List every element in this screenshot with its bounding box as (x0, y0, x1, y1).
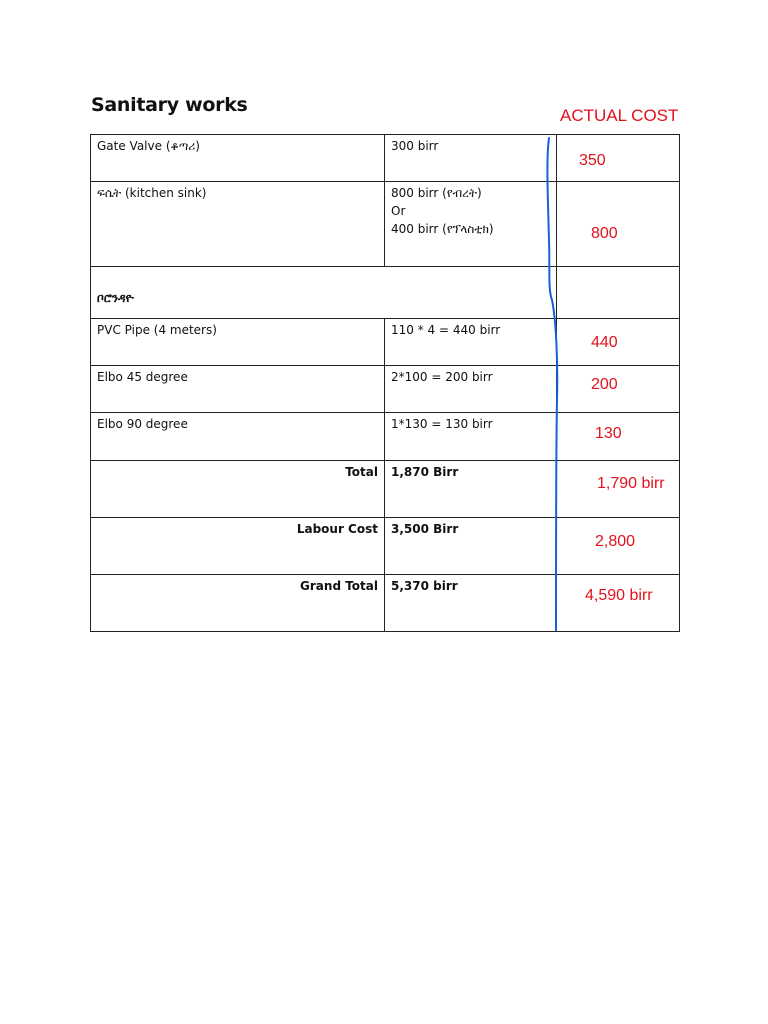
estimate-cell: 110 * 4 = 440 birr (385, 319, 557, 366)
grand-total-value: 5,370 birr (385, 575, 557, 632)
estimate-line: Or (391, 204, 406, 218)
actual-value: 800 (591, 225, 618, 242)
total-row (91, 575, 680, 632)
total-row (91, 461, 680, 518)
labour-label: Labour Cost (91, 518, 385, 575)
table-row (91, 135, 680, 182)
item-cell: Elbo 45 degree (91, 366, 385, 413)
item-cell: ፍሴት (kitchen sink) (91, 182, 385, 267)
actual-cell (557, 135, 680, 182)
actual-cell (557, 461, 680, 518)
labour-value: 3,500 Birr (385, 518, 557, 575)
table-row (91, 182, 680, 267)
page-title: Sanitary works (91, 94, 248, 116)
actual-value: 200 (591, 376, 618, 393)
item-cell: Elbo 90 degree (91, 413, 385, 461)
actual-cost-header: ACTUAL COST (560, 106, 679, 125)
actual-cell (557, 518, 680, 575)
grand-total-label: Grand Total (91, 575, 385, 632)
estimate-cell: 1*130 = 130 birr (385, 413, 557, 461)
item-cell: PVC Pipe (4 meters) (91, 319, 385, 366)
actual-value: 2,800 (595, 533, 636, 550)
table-row (91, 319, 680, 366)
total-label: Total (91, 461, 385, 518)
section-row (91, 267, 680, 319)
section-heading: ቦሮንዳዮ (91, 267, 557, 319)
actual-value: 1,790 birr (597, 475, 665, 492)
actual-cell (557, 319, 680, 366)
actual-cell (557, 575, 680, 632)
cost-table (90, 134, 680, 632)
actual-cell (557, 182, 680, 267)
actual-cell (557, 267, 680, 319)
actual-value: 350 (579, 152, 606, 169)
estimate-cell: 300 birr (385, 135, 557, 182)
actual-cell (557, 366, 680, 413)
actual-value: 130 (595, 425, 622, 442)
table-row (91, 366, 680, 413)
actual-value: 4,590 birr (585, 587, 653, 604)
total-value: 1,870 Birr (385, 461, 557, 518)
table-row (91, 413, 680, 461)
item-cell: Gate Valve (ቆጣሪ) (91, 135, 385, 182)
total-row (91, 518, 680, 575)
estimate-cell: 2*100 = 200 birr (385, 366, 557, 413)
estimate-cell (385, 182, 557, 267)
actual-value: 440 (591, 334, 618, 351)
estimate-line: 800 birr (የብረት) (391, 186, 482, 200)
actual-cell (557, 413, 680, 461)
estimate-line: 400 birr (የፕላስቲክ) (391, 222, 494, 236)
